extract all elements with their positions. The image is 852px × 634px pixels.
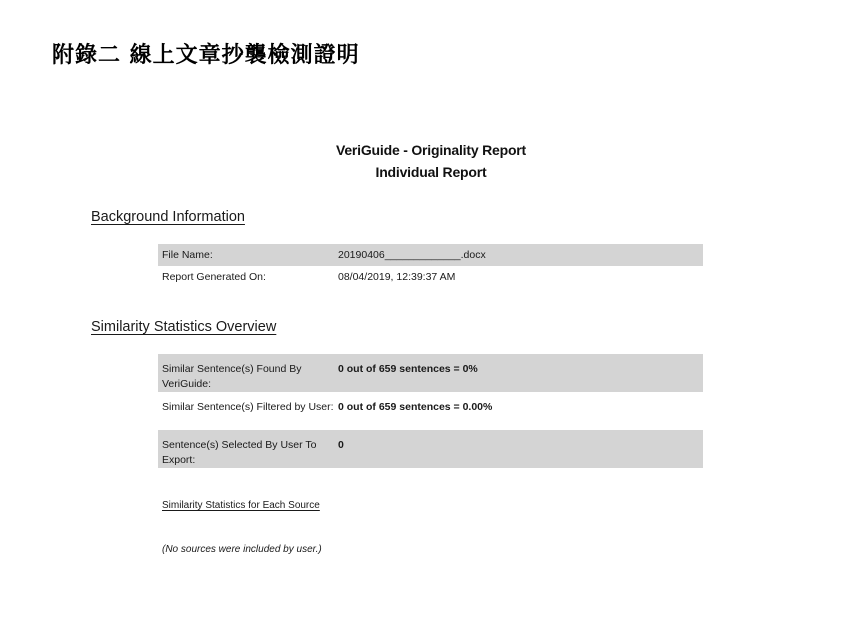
similar-found-label: Similar Sentence(s) Found By VeriGuide: <box>162 363 302 390</box>
file-name-row <box>158 244 703 266</box>
similar-filtered-label: Similar Sentence(s) Filtered by User: <box>162 401 334 413</box>
report-generated-row <box>158 266 703 288</box>
per-source-statistics-link[interactable]: Similarity Statistics for Each Source <box>162 500 320 511</box>
report-subtitle: Individual Report <box>375 164 487 180</box>
selected-export-label: Sentence(s) Selected By User To Export: <box>162 439 317 466</box>
similar-found-row <box>158 354 703 392</box>
appendix-title: 附錄二 線上文章抄襲檢測證明 <box>52 42 360 68</box>
similarity-statistics-heading: Similarity Statistics Overview <box>91 319 277 335</box>
report-generated-label: Report Generated On: <box>162 270 266 283</box>
report-title: VeriGuide - Originality Report <box>335 142 527 158</box>
similar-found-value: 0 out of 659 sentences = 0% <box>338 363 478 375</box>
file-name-label: File Name: <box>162 248 213 261</box>
file-name-value: 20190406_____________.docx <box>338 248 486 261</box>
selected-export-row <box>158 430 703 468</box>
similar-filtered-value: 0 out of 659 sentences = 0.00% <box>338 401 493 413</box>
similar-filtered-row <box>158 392 703 430</box>
no-sources-note: (No sources were included by user.) <box>162 544 322 555</box>
similarity-stats-table <box>158 354 703 468</box>
background-information-heading: Background Information <box>91 209 245 225</box>
selected-export-value: 0 <box>338 439 344 451</box>
report-generated-value: 08/04/2019, 12:39:37 AM <box>338 270 456 283</box>
background-info-table <box>158 244 703 288</box>
